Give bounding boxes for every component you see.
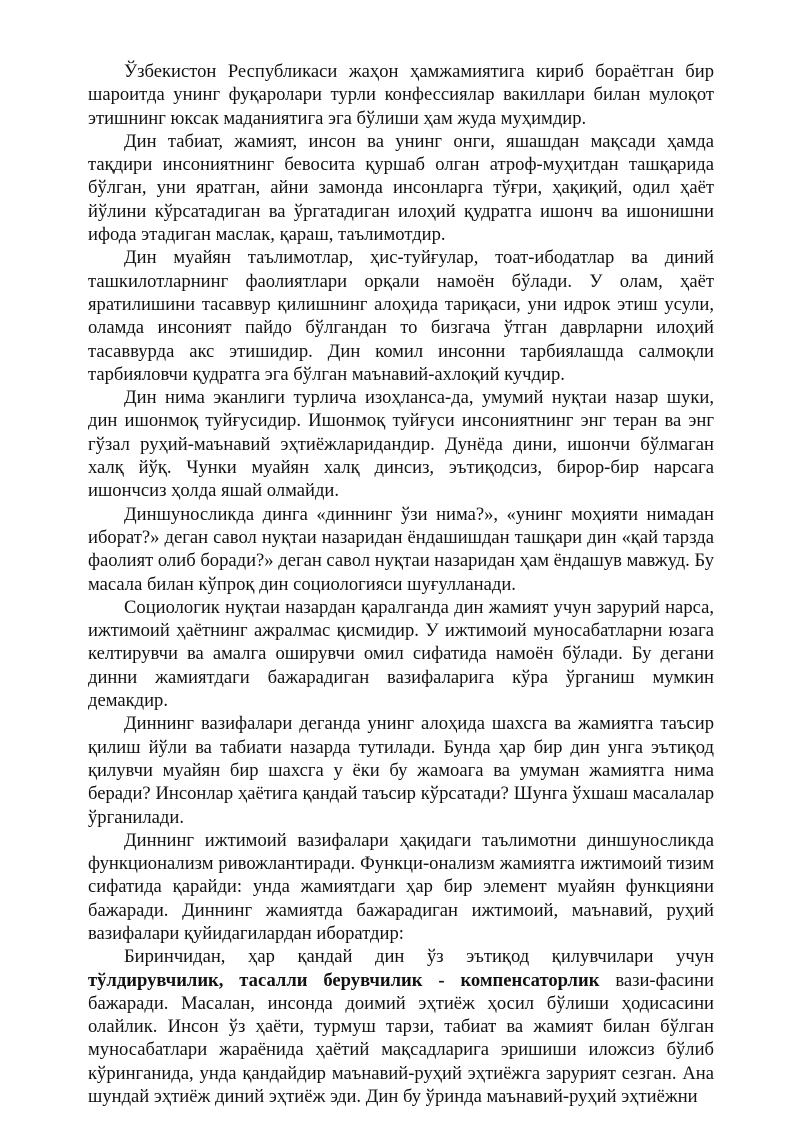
paragraph-9-start: Биринчидан, ҳар қандай дин ўз эътиқод қилувчилари учун xyxy=(124,946,714,968)
paragraph-9-rest: вази-фасини бажаради. Масалан, инсонда доимий эҳтиёж ҳосил бўлиши ҳодисасини олайлик. Инсон ўз ҳаёти, турмуш тарзи, табиат ва жамият билан бўлган муносабатлари жараёнида ҳаётий мақсадларига эришиши иложсиз бўлиб кўринганида, унда қандайдир маънавий-руҳий эҳтиёжга зарурият сезган. Ана шундай эҳтиёж диний эҳтиёж эди. Дин бу ўринда маънавий-руҳий эҳтиёжни xyxy=(88,969,714,1108)
paragraph-4: Дин нима эканлиги турлича изоҳланса-да, умумий нуқтаи назар шуки, дин ишонмоқ туйғусидир. Ишонмоқ туйғуси инсониятнинг энг теран ва энг гўзал руҳий-маънавий эҳтиёжларидандир. Дунёда дини, ишончи бўлмаган халқ йўқ. Чунки муайян халқ динсиз, эътиқодсиз, бирор-бир нарсага ишончсиз ҳолда яшай олмайди. xyxy=(88,387,714,502)
document-page xyxy=(88,60,714,1108)
paragraph-3: Дин муайян таълимотлар, ҳис-туйғулар, тоат-ибодатлар ва диний ташкилотларнинг фаолиятлари орқали намоён бўлади. У олам, ҳаёт яратилишини тасаввур қилишнинг алоҳида тариқаси, уни идрок этиш усули, оламда инсоният пайдо бўлгандан то бизгача ўтган даврларни илоҳий тасаввурда акс этишидир. Дин комил инсонни тарбиялашда салмоқли тарбияловчи қудратга эга бўлган маънавий-ахлоқий кучдир. xyxy=(88,247,714,385)
paragraph-1: Ўзбекистон Республикаси жаҳон ҳамжамиятига кириб бораётган бир шароитда унинг фуқаролари турли конфессиялар вакиллари билан мулоқот этишнинг юксак маданиятига эга бўлиши ҳам жуда муҳимдир. xyxy=(88,61,714,129)
bold-term: тўлдирувчилик, тасалли берувчилик - компенсаторлик xyxy=(88,969,600,991)
paragraph-2: Дин табиат, жамият, инсон ва унинг онги, яшашдан мақсади ҳамда тақдири инсониятнинг бевосита қуршаб олган атроф-муҳитдан ташқарида бўлган, уни яратган, айни замонда инсонларга тўғри, ҳақиқий, одил ҳаёт йўлини кўрсатадиган ва ўргатадиган илоҳий қудратга ишонч ва ишонишни ифода этадиган маслак, қараш, таълимотдир. xyxy=(88,130,714,246)
paragraph-9 xyxy=(88,945,714,1108)
paragraph-5: Диншуносликда динга «диннинг ўзи нима?», «унинг моҳияти нимадан иборат?» деган савол нуқтаи назаридан ёндашишдан ташқари дин «қай тарзда фаолият олиб боради?» деган савол нуқтаи назаридан ҳам ёндашув мавжуд. Бу масала билан кўпроқ дин социологияси шуғулланади. xyxy=(88,503,714,595)
paragraph-6: Социологик нуқтаи назардан қаралганда дин жамият учун зарурий нарса, ижтимоий ҳаётнинг ажралмас қисмидир. У ижтимоий муносабатларни юзага келтирувчи ва амалга оширувчи омил сифатида намоён бўлади. Бу дегани динни жамиятдаги бажарадиган вазифаларига кўра ўрганиш мумкин демакдир. xyxy=(88,596,714,712)
paragraph-8: Диннинг ижтимоий вазифалари ҳақидаги таълимотни диншуносликда функционализм ривожлантиради. Функци-онализм жамиятга ижтимоий тизим сифатида қарайди: унда жамиятдаги ҳар бир элемент муайян функцияни бажаради. Диннинг жамиятда бажарадиган ижтимоий, маънавий, руҳий вазифалари қуйидагилардан иборатдир: xyxy=(88,829,714,944)
paragraph-7: Диннинг вазифалари деганда унинг алоҳида шахсга ва жамиятга таъсир қилиш йўли ва табиати назарда тутилади. Бунда ҳар бир дин унга эътиқод қилувчи муайян бир шахсга у ёки бу жамоага ва умуман жамиятга нима беради? Инсонлар ҳаётига қандай таъсир кўрсатади? Шунга ўхшаш масалалар ўрганилади. xyxy=(88,713,714,828)
